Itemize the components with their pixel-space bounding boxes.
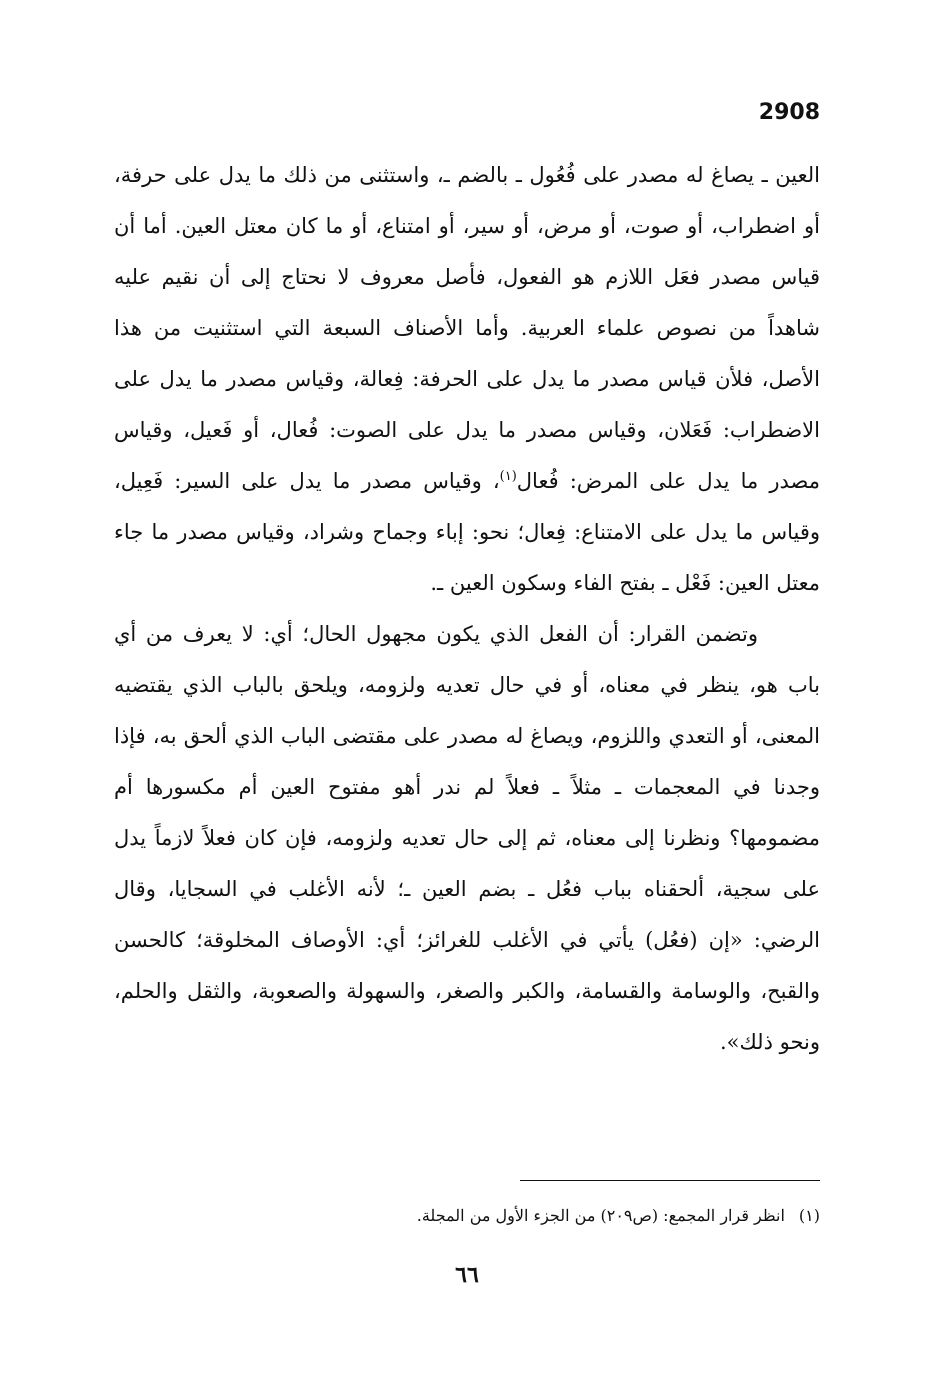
footnote-number: (١) — [798, 1206, 820, 1225]
header-page-number: 2908 — [758, 100, 820, 125]
page-number: ٦٦ — [455, 1262, 479, 1288]
footnote — [114, 1203, 820, 1229]
main-text — [114, 150, 820, 1068]
footnote-reference: (١) — [499, 469, 517, 484]
paragraph-2: وتضمن القرار: أن الفعل الذي يكون مجهول الحال؛ أي: لا يعرف من أي باب هو، ينظر في معناه، أو في حال تعديه ولزومه، ويلحق بالباب الذي يقتضيه المعنى، أو التعدي واللزوم، ويصاغ له مصدر على مقتضى الباب الذي ألحق به، فإذا وجدنا في المعجمات ـ مثلاً ـ فعلاً لم ندر أهو مفتوح العين أم مكسورها أم مضمومها؟ ونظرنا إلى معناه، ثم إلى حال تعديه ولزومه، فإن كان فعلاً لازماً يدل على سجية، ألحقناه بباب فعُل ـ بضم العين ـ؛ لأنه الأغلب في السجايا، وقال الرضي: «إن (فعُل) يأتي في الأغلب للغرائز؛ أي: الأوصاف المخلوقة؛ كالحسن والقبح، والوسامة والقسامة، والكبر والصغر، والسهولة والصعوبة، والثقل والحلم، ونحو ذلك». — [114, 622, 820, 1054]
paragraph-1-text: العين ـ يصاغ له مصدر على فُعُول ـ بالضم ـ، واستثنى من ذلك ما يدل على حرفة، أو اضطراب، أو صوت، أو مرض، أو سير، أو امتناع، أو ما كان معتل العين. أما أن قياس مصدر فعَل اللازم هو الفعول، فأصل معروف لا نحتاج إلى أن نقيم عليه شاهداً من نصوص علماء العربية. وأما الأصناف السبعة التي استثنيت من هذا الأصل، فلأن قياس مصدر ما يدل على الحرفة: فِعالة، وقياس مصدر ما يدل على الاضطراب: فَعَلان، وقياس مصدر ما يدل على الصوت: فُعال، أو فَعيل، وقياس مصدر ما يدل على المرض: فُعال — [114, 163, 820, 493]
paragraph-1 — [114, 150, 820, 609]
footnote-divider — [520, 1180, 820, 1181]
paragraph-1-continuation: ، وقياس مصدر ما يدل على السير: فَعِيل، وقياس ما يدل على الامتناع: فِعال؛ نحو: إباء وجماح وشراد، وقياس مصدر ما جاء معتل العين: فَعْل ـ بفتح الفاء وسكون العين ـ. — [114, 469, 820, 595]
footnote-text: انظر قرار المجمع: (ص٢٠٩) من الجزء الأول من المجلة. — [416, 1206, 785, 1225]
